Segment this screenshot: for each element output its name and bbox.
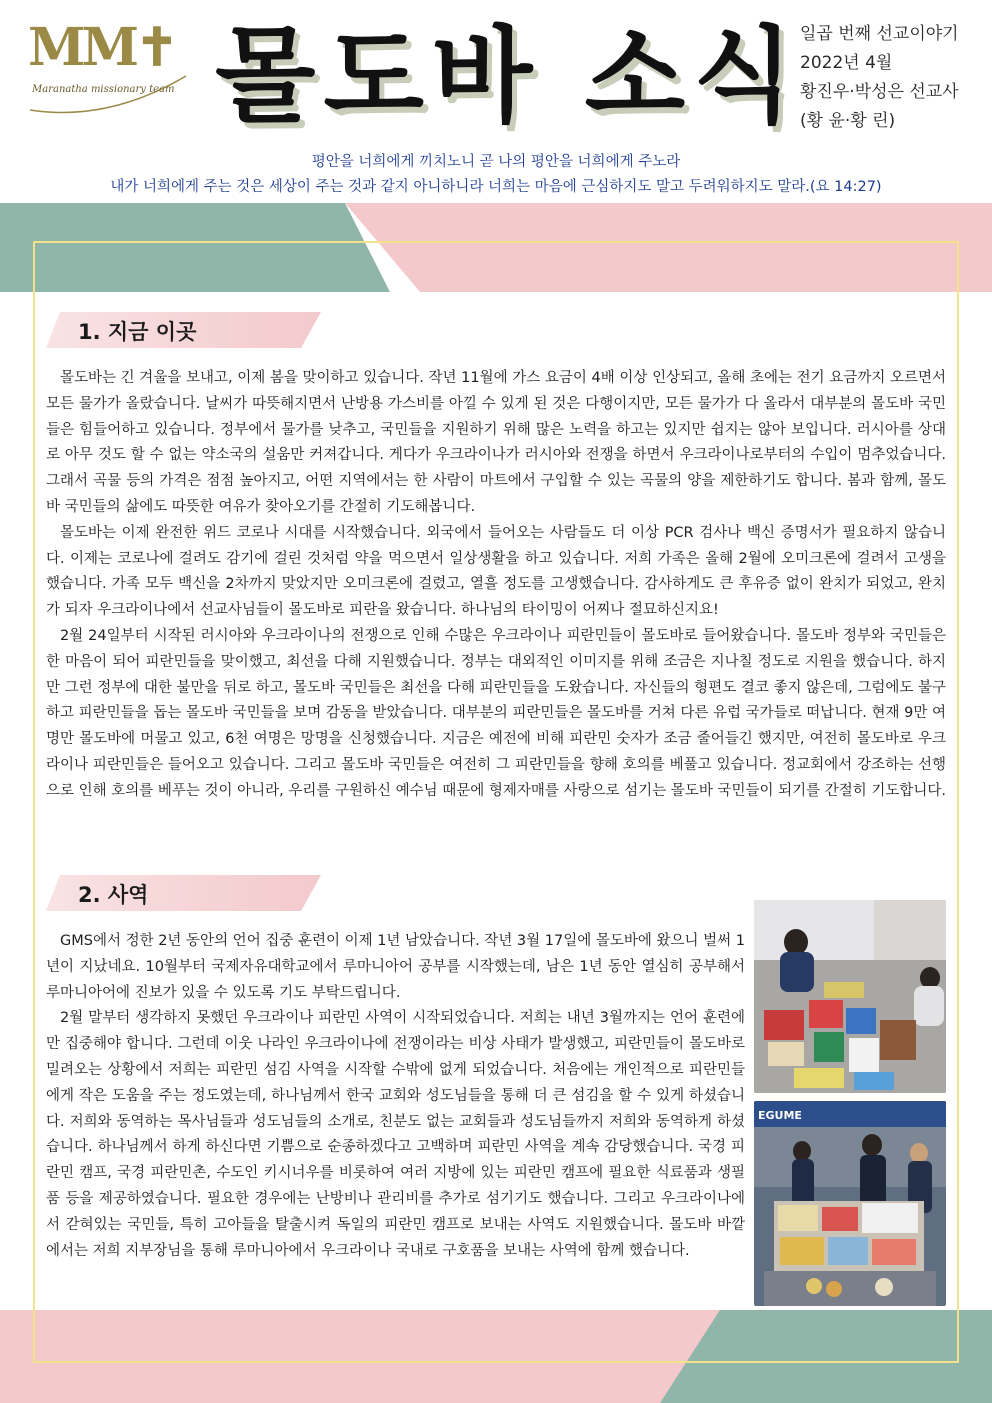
bible-verse [0,150,992,200]
section2-title: 2. 사역 [78,883,149,907]
logo-swoosh-icon [28,70,188,120]
children-names: (황 윤·황 린) [800,111,896,131]
section1-paragraph: 2월 24일부터 시작된 러시아와 우크라이나의 전쟁으로 인해 수많은 우크라이나 피란민들이 몰도바로 들어왔습니다. 몰도바 정부와 국민들은 한 마음이 되어 피란민들을 맞이했고, 최선을 다해 지원했습니다. 정부는 대외적인 이미지를 위해 조금은 지나칠 정도로 지원을 했습니다. 하지만 그런 정부에 대한 불만을 뒤로 하고, 몰도바 국민들은 최선을 다해 피란민들을 도왔습니다. 자신들의 형편도 결코 좋지 않은데, 그럼에도 불구하고 피란민들을 돕는 몰도바 국민들을 보며 감동을 받았습니다. 대부분의 피란민들은 몰도바를 거쳐 다른 유럽 국가들로 떠납니다. 현재 9만 여명만 몰도바에 머물고 있고, 6천 여명은 망명을 신청했습니다. 지금은 예전에 비해 피란민 숫자가 조금 줄어들긴 했지만, 여전히 몰도바로 우크라이나 피란민들은 들어오고 있습니다. 그리고 몰도바 국민들은 여전히 그 피란민들을 향해 호의를 베풀고 있습니다. 정교회에서 강조하는 선행으로 인해 호의를 베푸는 것이 아니라, 우리를 구원하신 예수님 때문에 형제자매를 사랑으로 섬기는 몰도바 국민들이 되기를 간절히 기도합니다. [46,627,946,799]
photo-relief-supplies-packing [754,900,946,1093]
section1-heading [46,310,321,350]
photo-supermarket-shopping [754,1101,946,1306]
logo [28,18,188,118]
logo-subtitle: Maranatha missionary team [32,84,175,95]
section1-body [46,366,946,805]
logo-mark: MM✝ [28,17,175,78]
issue-number: 일곱 번째 선교이야기 [800,24,959,44]
section2-heading [46,873,321,913]
section2-body [46,929,745,1264]
section1-paragraph: 몰도바는 긴 겨울을 보내고, 이제 봄을 맞이하고 있습니다. 작년 11월에 가스 요금이 4배 이상 인상되고, 올해 초에는 전기 요금까지 오르면서 모든 물가가 올랐습니다. 날씨가 따뜻해지면서 난방용 가스비를 아낄 수 있게 된 것은 다행이지만, 모든 물가가 다 올라서 대부분의 몰도바 국민들은 힘들어하고 있습니다. 정부에서 물가를 낮추고, 국민들을 지원하기 위해 많은 노력을 하고는 있지만 쉽지는 않아 보입니다. 러시아를 상대로 아무 것도 할 수 없는 약소국의 설움만 커져갑니다. 게다가 우크라이나가 러시아와 전쟁을 하면서 우크라이나로부터의 수입이 멈추었습니다. 그래서 곡물 등의 가격은 점점 높아지고, 어떤 지역에서는 한 사람이 마트에서 구입할 수 있는 곡물의 양을 제한하기도 합니다. 봄과 함께, 몰도바 국민들의 삶에도 따뜻한 여유가 찾아오기를 간절히 기도해봅니다. [46,370,946,515]
newsletter-title: 몰도바 소식 [215,15,802,137]
section2-paragraph: 2월 말부터 생각하지 못했던 우크라이나 피란민 사역이 시작되었습니다. 저희는 내년 3월까지는 언어 훈련에만 집중해야 합니다. 그런데 이웃 나라인 우크라이나에 전쟁이라는 비상 사태가 발생했고, 피란민들이 몰도바로 밀려오는 상황에서 저희는 피란민 섬김 사역을 시작할 수밖에 없게 되었습니다. 처음에는 개인적으로 피란민들에게 작은 도움을 주는 정도였는데, 하나님께서 한국 교회와 성도님들을 통해 더 큰 섬김을 할 수 있게 하셨습니다. 저희와 동역하는 목사님들과 성도님들의 소개로, 친분도 없는 교회들과 성도님들까지 저희와 동역하게 하셨습니다. 하나님께서 하게 하신다면 기쁨으로 순종하겠다고 고백하며 피란민 사역을 계속 감당했습니다. 국경 피란민 캠프, 국경 피란민촌, 수도인 키시너우를 비롯하여 여러 지방에 있는 피란민 캠프에 필요한 식료품과 생필품 등을 제공하였습니다. 필요한 경우에는 난방비나 관리비를 추가로 섬기기도 했습니다. 그리고 우크라이나에서 갇혀있는 국민들, 특히 고아들을 탈출시켜 독일의 피란민 캠프로 보내는 사역도 지원했습니다. 몰도바 바깥에서는 저희 지부장님을 통해 루마니아에서 우크라이나 국내로 구호품을 보내는 사역에 함께 했습니다. [46,1010,745,1259]
verse-line-2: 내가 너희에게 주는 것은 세상이 주는 것과 같지 아니하니라 너희는 마음에 근심하지도 말고 두려워하지도 말라.(요 14:27) [110,179,882,195]
issue-date: 2022년 4월 [800,53,893,73]
section1-paragraph: 몰도바는 이제 완전한 위드 코로나 시대를 시작했습니다. 외국에서 들어오는 사람들도 더 이상 PCR 검사나 백신 증명서가 필요하지 않습니다. 이제는 코로나에 걸려도 감기에 걸린 것처럼 약을 먹으면서 일상생활을 하고 있습니다. 저희 가족은 올해 2월에 오미크론에 걸려서 고생을 했습니다. 가족 모두 백신을 2차까지 맞았지만 오미크론에 걸렸고, 열흘 정도를 고생했습니다. 감사하게도 큰 후유증 없이 완치가 되었고, 완치가 되자 우크라이나에서 선교사님들이 몰도바로 피란을 왔습니다. 하나님의 타이밍이 어찌나 절묘하신지요! [46,524,946,619]
issue-info [800,20,990,136]
section2-paragraph: GMS에서 정한 2년 동안의 언어 집중 훈련이 이제 1년 남았습니다. 작년 3월 17일에 몰도바에 왔으니 벌써 1년이 지났네요. 10월부터 국제자유대학교에서 루마니아어 공부를 시작했는데, 남은 1년 동안 열심히 공부해서 루마니아어에 진보가 있을 수 있도록 기도 부탁드립니다. [46,933,745,1001]
verse-line-1: 평안을 너희에게 끼치노니 곧 나의 평안을 너희에게 주노라 [311,154,681,170]
store-sign-text: EGUME [758,1109,802,1122]
missionary-names: 황진우·박성은 선교사 [800,82,959,102]
section1-title: 1. 지금 이곳 [78,320,197,344]
